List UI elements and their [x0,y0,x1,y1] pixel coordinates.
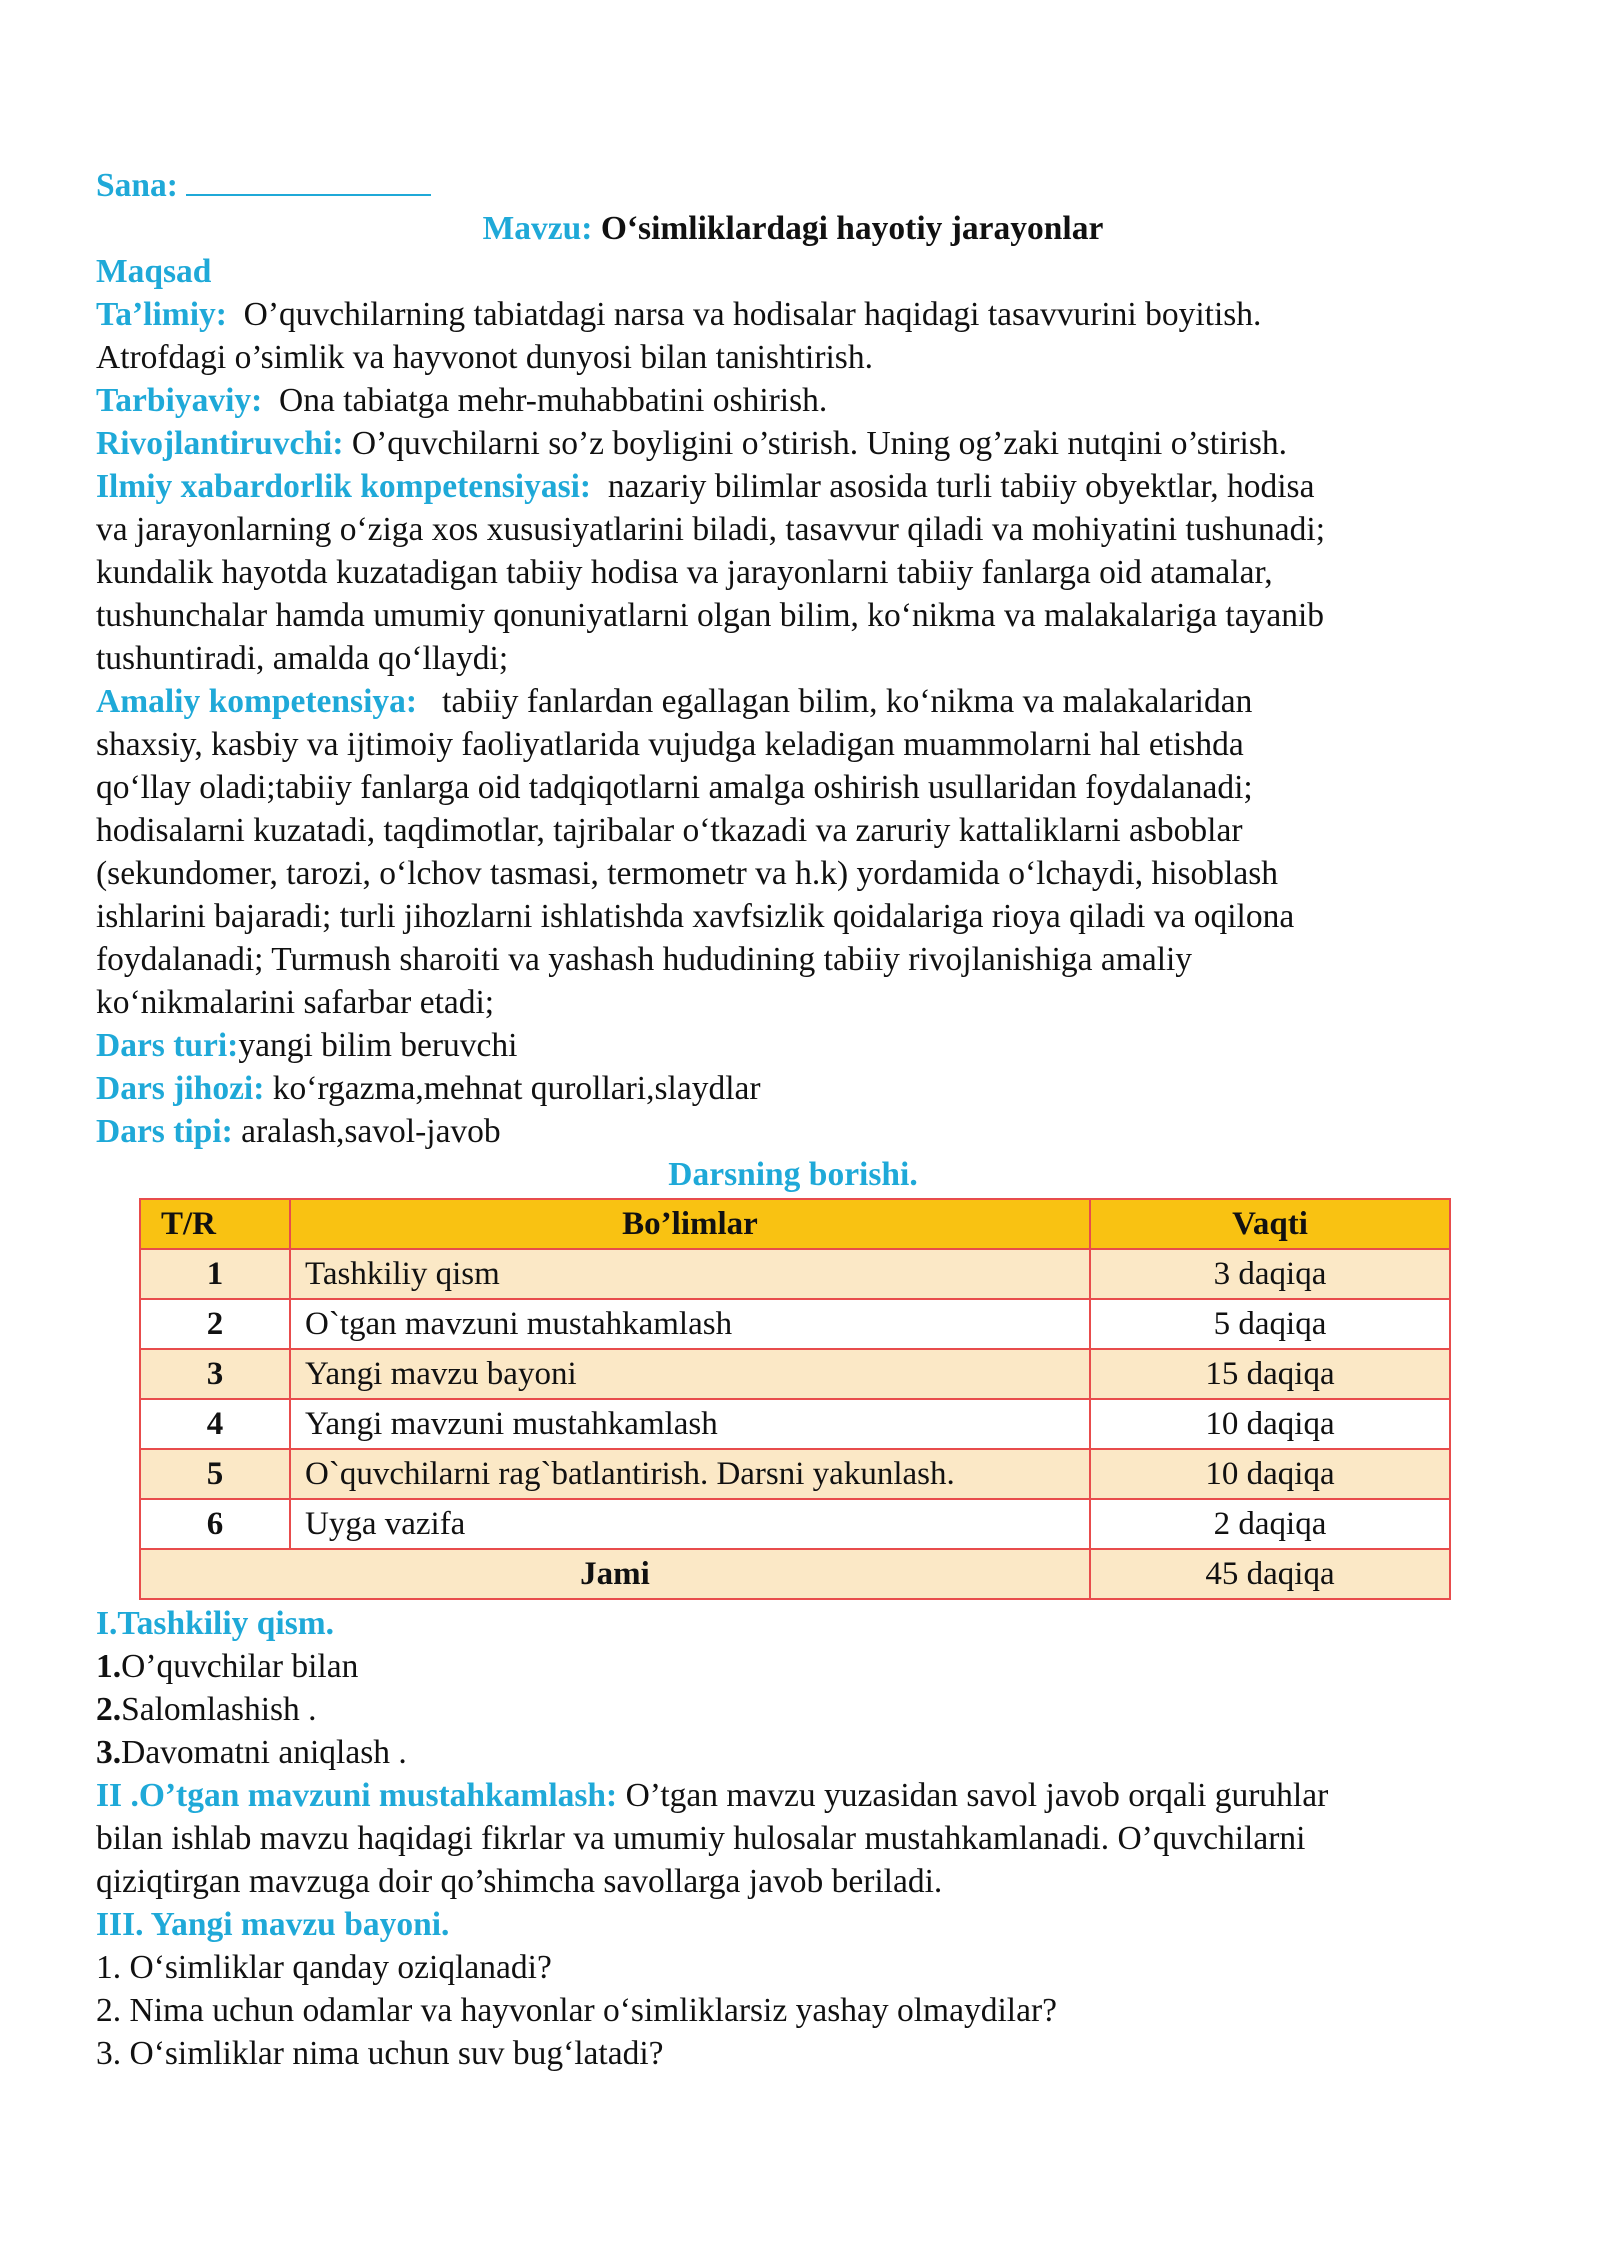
list-item-number: 3. [96,1734,122,1771]
amaliy-text-2: shaxsiy, kasbiy va ijtimoiy faoliyatlarida vujudga keladigan muammolarni hal etishda [96,726,1244,763]
part1-heading: I.Tashkiliy qism. [96,1605,335,1642]
dars-turi-line [96,1024,1490,1067]
dars-jihozi-line [96,1067,1490,1110]
total-time: 45 daqiqa [1090,1549,1450,1599]
table-row [140,1399,1450,1449]
row-section: Tashkiliy qism [290,1249,1090,1299]
dars-jihozi-label: Dars jihozi: [96,1070,265,1107]
dars-turi-text: yangi bilim beruvchi [238,1027,518,1064]
part2-line-1 [96,1774,1490,1817]
list-item-text: O’quvchilar bilan [121,1648,359,1685]
ilmiy-text-1: nazariy bilimlar asosida turli tabiiy obyektlar, hodisa [607,468,1315,505]
amaliy-line-1 [96,680,1490,723]
row-number: 4 [140,1399,290,1449]
amaliy-text-7: foydalanadi; Turmush sharoiti va yashash hududining tabiiy rivojlanishiga amaliy [96,941,1193,978]
dars-tipi-label: Dars tipi: [96,1113,233,1150]
rivoj-text: O’quvchilarni so’z boyligini o’stirish. Uning og’zaki nutqini o’stirish. [351,425,1288,462]
row-time: 10 daqiqa [1090,1399,1450,1449]
sana-label: Sana: [96,167,178,204]
ilmiy-label: Ilmiy xabardorlik kompetensiyasi: [96,468,592,505]
row-number: 5 [140,1449,290,1499]
talimiy-text-2: Atrofdagi o’simlik va hayvonot dunyosi bilan tanishtirish. [96,339,873,376]
tarbiyaviy-label: Tarbiyaviy: [96,382,263,419]
lesson-plan [96,164,1490,2075]
row-section: O`tgan mavzuni mustahkamlash [290,1299,1090,1349]
amaliy-text-4: hodisalarni kuzatadi, taqdimotlar, tajribalar o‘tkazadi va zaruriy kattaliklarni asboblar [96,812,1243,849]
maqsad-heading: Maqsad [96,253,212,290]
amaliy-text-6: ishlarini bajaradi; turli jihozlarni ishlatishda xavfsizlik qoidalariga rioya qiladi va oqilona [96,898,1295,935]
table-header-row [140,1199,1450,1249]
row-number: 1 [140,1249,290,1299]
tarbiyaviy-line [96,379,1490,422]
amaliy-text-8: ko‘nikmalarini safarbar etadi; [96,984,495,1021]
table-total-row [140,1549,1450,1599]
row-time: 15 daqiqa [1090,1349,1450,1399]
question-item: 1. O‘simliklar qanday oziqlanadi? [96,1949,552,1986]
part2-text-1: O’tgan mavzu yuzasidan savol javob orqali guruhlar [625,1777,1329,1814]
talimiy-text-1: O’quvchilarning tabiatdagi narsa va hodisalar haqidagi tasavvurini boyitish. [243,296,1262,333]
amaliy-text-5: (sekundomer, tarozi, o‘lchov tasmasi, termometr va h.k) yordamida o‘lchaydi, hisoblash [96,855,1279,892]
row-time: 10 daqiqa [1090,1449,1450,1499]
dars-tipi-line [96,1110,1490,1153]
question-item: 2. Nima uchun odamlar va hayvonlar o‘simliklarsiz yashay olmaydilar? [96,1992,1057,2029]
part2-text-3: qiziqtirgan mavzuga doir qo’shimcha savollarga javob beriladi. [96,1863,943,1900]
list-item [96,1645,1490,1688]
row-number: 3 [140,1349,290,1399]
col-header-sections: Bo’limlar [290,1199,1090,1249]
list-item-text: Davomatni aniqlash . [121,1734,407,1771]
date-line [96,164,1490,207]
col-header-time: Vaqti [1090,1199,1450,1249]
dars-tipi-text: aralash,savol-javob [241,1113,501,1150]
part2-text-2: bilan ishlab mavzu haqidagi fikrlar va umumiy hulosalar mustahkamlanadi. O’quvchilarni [96,1820,1306,1857]
amaliy-text-3: qo‘llay oladi;tabiiy fanlarga oid tadqiqotlarni amalga oshirish usullaridan foydalanadi; [96,769,1253,806]
ilmiy-line-1 [96,465,1490,508]
part3-heading: III. Yangi mavzu bayoni. [96,1906,450,1943]
topic-title: O‘simliklardagi hayotiy jarayonlar [600,210,1104,247]
part2-heading: II .O’tgan mavzuni mustahkamlash: [96,1777,618,1814]
row-section: Yangi mavzu bayoni [290,1349,1090,1399]
table-row [140,1349,1450,1399]
row-section: Uyga vazifa [290,1499,1090,1549]
ilmiy-text-2: va jarayonlarning o‘ziga xos xususiyatlarini biladi, tasavvur qiladi va mohiyatini tushunadi; [96,511,1325,548]
date-blank [186,166,431,196]
list-item-text: Salomlashish . [121,1691,317,1728]
row-time: 3 daqiqa [1090,1249,1450,1299]
dars-jihozi-text: ko‘rgazma,mehnat qurollari,slaydlar [272,1070,761,1107]
row-number: 2 [140,1299,290,1349]
topic-line [96,207,1490,250]
list-item [96,1688,1490,1731]
ilmiy-text-5: tushuntiradi, amalda qo‘llaydi; [96,640,509,677]
tarbiyaviy-text: Ona tabiatga mehr-muhabbatini oshirish. [279,382,828,419]
list-item-number: 1. [96,1648,122,1685]
amaliy-text-1: tabiiy fanlardan egallagan bilim, ko‘nikma va malakalaridan [442,683,1253,720]
row-time: 2 daqiqa [1090,1499,1450,1549]
row-section: O`quvchilarni rag`batlantirish. Darsni yakunlash. [290,1449,1090,1499]
ilmiy-text-3: kundalik hayotda kuzatadigan tabiiy hodisa va jarayonlarni tabiiy fanlarga oid atamalar, [96,554,1273,591]
talimiy-line-1 [96,293,1490,336]
ilmiy-text-4: tushunchalar hamda umumiy qonuniyatlarni olgan bilim, ko‘nikma va malakalariga tayanib [96,597,1325,634]
question-item: 3. O‘simliklar nima uchun suv bug‘latadi? [96,2035,664,2072]
rivoj-line [96,422,1490,465]
table-row [140,1299,1450,1349]
list-item [96,1731,1490,1774]
total-label: Jami [140,1549,1090,1599]
row-time: 5 daqiqa [1090,1299,1450,1349]
rivoj-label: Rivojlantiruvchi: [96,425,344,462]
dars-turi-label: Dars turi: [96,1027,239,1064]
talimiy-label: Ta’limiy: [96,296,227,333]
row-section: Yangi mavzuni mustahkamlash [290,1399,1090,1449]
table-row [140,1449,1450,1499]
borishi-heading: Darsning borishi. [668,1156,918,1193]
table-row [140,1499,1450,1549]
table-row [140,1249,1450,1299]
list-item-number: 2. [96,1691,122,1728]
col-header-tr: T/R [140,1199,290,1249]
mavzu-label: Mavzu: [482,210,593,247]
row-number: 6 [140,1499,290,1549]
lesson-plan-table [139,1198,1451,1600]
amaliy-label: Amaliy kompetensiya: [96,683,418,720]
